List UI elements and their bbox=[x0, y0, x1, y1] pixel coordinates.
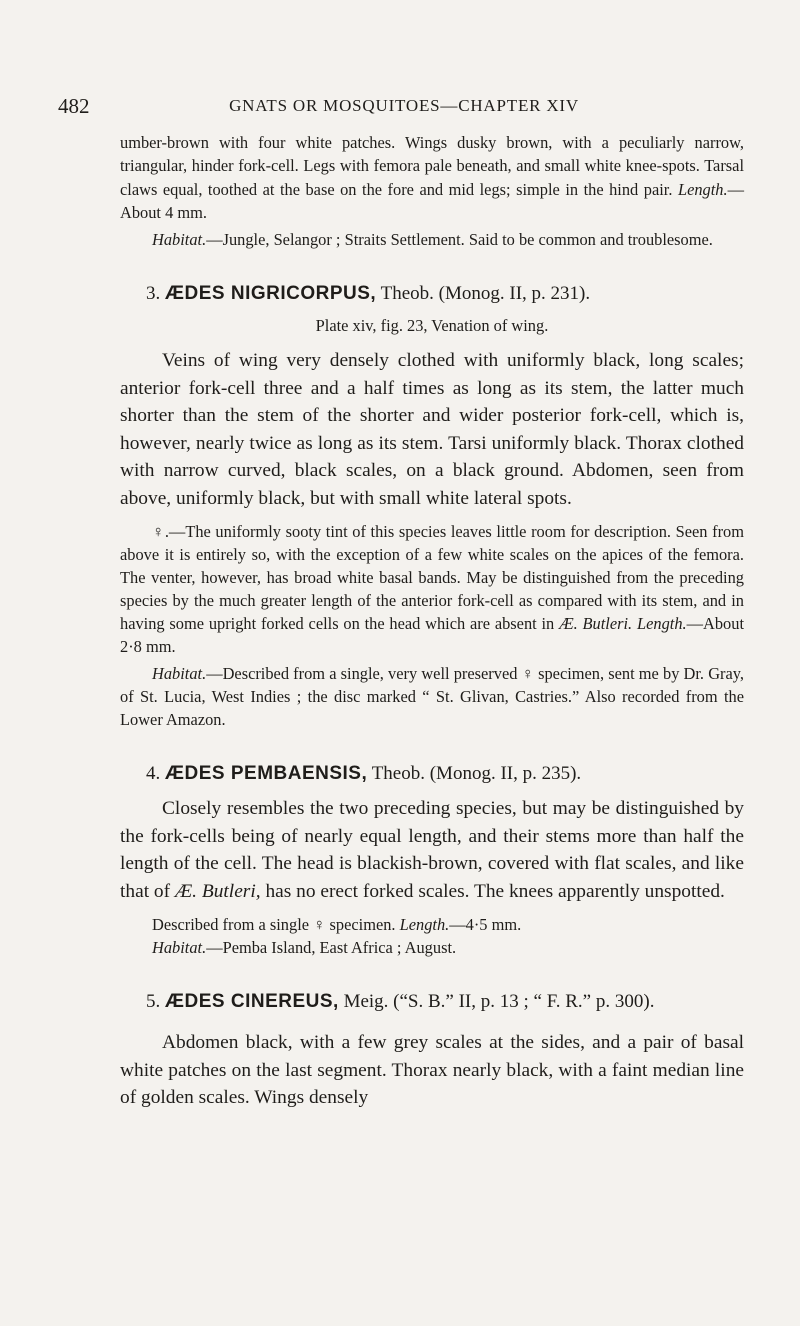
species-4-habitat: Habitat.—Pemba Island, East Africa ; August. bbox=[152, 938, 457, 958]
species-3-habitat: Habitat.—Described from a single, very well preserved ♀ specimen, sent me by Dr. Gray, of St. Lucia, West Indies ; the disc marked “ St. Glivan, Castries.” Also recorded from the Lower Amazon. bbox=[120, 664, 744, 730]
species-heading-5: 5. ÆDES CINEREUS, Meig. (“S. B.” II, p. 13 ; “ F. R.” p. 300). bbox=[146, 991, 655, 1013]
species-3-female-note: ♀.—The uniformly sooty tint of this species leaves little room for description. Seen from above it is entirely so, with the exception of a few white scales on the apices of the femora. The venter, however, has broad white basal bands. May be distinguished from the preceding species by the much greater length of the anterior fork-cell as compared with its stem, and in having some upright forked cells on the head which are absent in Æ. Butleri. Length.—About 2·8 mm. bbox=[120, 522, 744, 657]
species-5-description: Abdomen black, with a few grey scales at the sides, and a pair of basal white patches on the last segment. Thorax nearly black, with a faint median line of golden scales. Wings densely bbox=[120, 1032, 744, 1109]
intro-paragraph: umber-brown with four white patches. Wings dusky brown, with a peculiarly narrow, triangular, hinder fork-cell. Legs with femora pale beneath, and small white knee-spots. Tarsal claws equal, toothed at the base on the fore and mid legs; simple in the hind pair. Length.— About 4 mm. bbox=[120, 133, 744, 222]
species-4-specimen: Described from a single ♀ specimen. Length.—4·5 mm. bbox=[152, 915, 522, 935]
page-body bbox=[120, 131, 744, 1112]
species-4-description: Closely resembles the two preceding species, but may be distinguished by the fork-cells being of nearly equal length, and their stems more than half the length of the cell. The head is blackish-brown, covered with flat scales, and like that of Æ. Butleri, has no erect forked scales. The knees apparently unspotted. bbox=[120, 798, 744, 902]
plate-reference: Plate xiv, fig. 23, Venation of wing. bbox=[315, 316, 549, 336]
page-number: 482 bbox=[58, 94, 90, 118]
page-header bbox=[58, 94, 680, 118]
species-heading-3: 3. ÆDES NIGRICORPUS, Theob. (Monog. II, p. 231). bbox=[146, 283, 591, 305]
running-title: GNATS OR MOSQUITOES—CHAPTER XIV bbox=[229, 96, 579, 115]
species-3-description: Veins of wing very densely clothed with uniformly black, long scales; anterior fork-cell three and a half times as long as its stem, the latter much shorter than the stem of the shorter and wider posterior fork-cell, which is, however, nearly twice as long as its stem. Tarsi uniformly black. Thorax clothed with narrow curved, black scales, on a black ground. Abdomen, seen from above, uniformly black, but with small white lateral spots. bbox=[120, 350, 744, 509]
intro-habitat: Habitat.—Jungle, Selangor ; Straits Settlement. Said to be common and troublesome. bbox=[152, 230, 713, 250]
species-heading-4: 4. ÆDES PEMBAENSIS, Theob. (Monog. II, p. 235). bbox=[146, 763, 582, 785]
